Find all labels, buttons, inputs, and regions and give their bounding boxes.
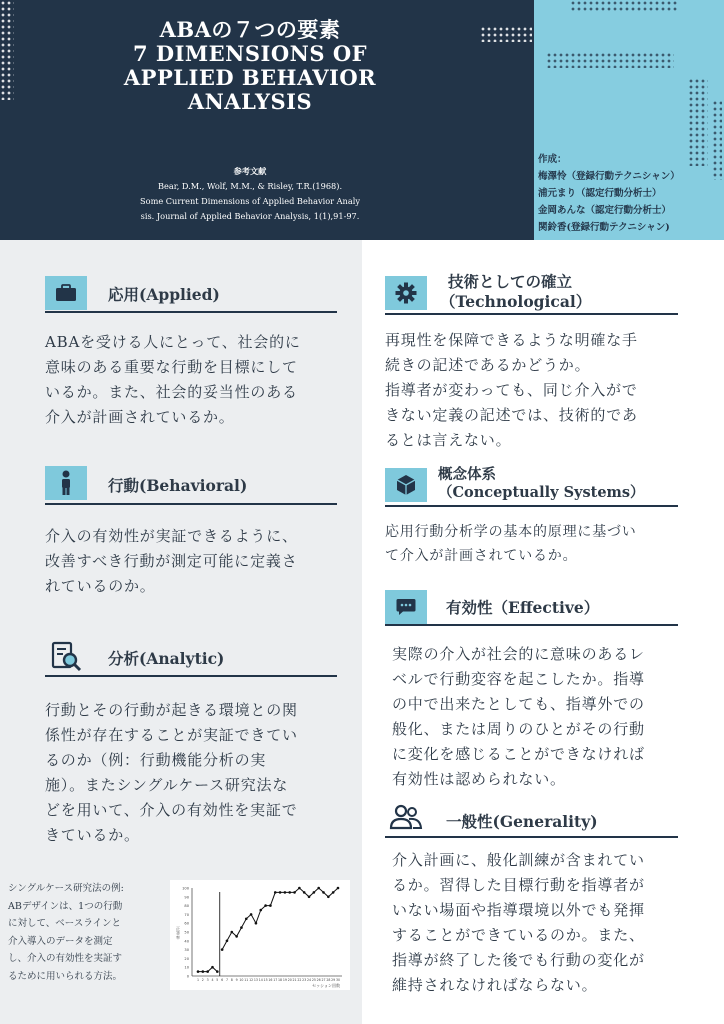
- x-tick-label: 22: [297, 978, 302, 982]
- data-point: [202, 970, 205, 973]
- x-tick-label: 30: [335, 978, 341, 982]
- body-line: どを用いて、介入の有効性を実証で: [45, 801, 298, 819]
- x-tick-label: 10: [239, 978, 244, 982]
- data-point: [293, 891, 296, 894]
- reference-line: sis. Journal of Applied Behavior Analysis, 1(1),91-97.: [140, 211, 360, 221]
- x-tick-label: 11: [244, 978, 249, 982]
- y-tick-label: 90: [184, 895, 189, 900]
- people-icon: [385, 800, 427, 834]
- body-line: 応用行動分析学の基本的原理に基づい: [385, 524, 637, 540]
- body-line: の中で出来たとしても、指導外での: [392, 695, 645, 713]
- body-line: 介入の有効性が実証できるように、: [45, 527, 298, 545]
- y-tick-label: 0: [186, 974, 189, 979]
- author-name: 浦元まり（認定行動分析士）: [538, 188, 662, 199]
- single-case-note: [8, 880, 160, 985]
- data-point: [337, 887, 340, 890]
- section-body-behavioral: [45, 524, 345, 599]
- intervention-series-line: [222, 888, 338, 950]
- body-line: 指導者が変わっても、同じ介入がで: [385, 381, 638, 399]
- section-body-applied: [45, 330, 345, 430]
- body-line: することができているのか。また、: [392, 926, 645, 944]
- body-line: 係性が存在することが実証できてい: [45, 726, 298, 744]
- data-point: [279, 891, 282, 894]
- x-tick-label: 21: [292, 978, 297, 982]
- x-tick-label: 15: [263, 978, 268, 982]
- y-tick-label: 10: [184, 965, 189, 970]
- x-tick-label: 17: [273, 978, 278, 982]
- body-line: きているか。: [45, 826, 140, 844]
- data-point: [269, 904, 272, 907]
- x-tick-label: 13: [253, 978, 258, 982]
- body-line: るか。習得した目標行動を指導者が: [392, 876, 645, 894]
- reference-line: Some Current Dimensions of Applied Behavior Analy: [140, 196, 360, 206]
- body-line: 指導が終了した後でも行動の変化が: [392, 951, 645, 969]
- author-name: 金岡あんな（認定行動分析士）: [538, 205, 672, 216]
- section-title-analytic: 分析(Analytic): [108, 649, 225, 668]
- section-rule: [385, 836, 678, 838]
- x-tick-label: 5: [216, 978, 219, 982]
- data-point: [308, 896, 311, 899]
- dot-pattern: [570, 0, 678, 12]
- title-line: 7 DIMENSIONS OF: [132, 41, 368, 66]
- body-line: きない定義の記述では、技術的であ: [385, 406, 638, 424]
- data-point: [259, 909, 262, 912]
- data-point: [221, 948, 224, 951]
- note-line: シングルケース研究法の例:: [8, 883, 124, 894]
- reference-line: Bear, D.M., Wolf, M.M., & Risley, T.R.(1968).: [157, 181, 343, 191]
- x-tick-label: 19: [282, 978, 287, 982]
- briefcase-icon: [45, 276, 87, 310]
- data-point: [317, 887, 320, 890]
- x-tick-label: 1: [196, 978, 200, 982]
- title-line: ANALYSIS: [187, 89, 313, 114]
- data-point: [197, 970, 200, 973]
- body-line: 改善すべき行動が測定可能に定義さ: [45, 552, 298, 570]
- x-tick-label: 14: [258, 978, 263, 982]
- body-line: いるか。また、社会的妥当性のある: [45, 383, 298, 401]
- section-rule: [385, 624, 678, 626]
- body-line: 介入計画に、般化訓練が含まれてい: [392, 851, 645, 869]
- title-line: 概念体系: [438, 466, 496, 483]
- data-point: [284, 891, 287, 894]
- body-line: て介入が計画されているか。: [385, 548, 578, 564]
- section-title-applied: 応用(Applied): [108, 285, 220, 304]
- data-point: [240, 926, 243, 929]
- section-rule: [45, 503, 337, 505]
- author-name: 関鈴香(登録行動テクニシャン): [538, 222, 670, 233]
- section-title-generality: 一般性(Generality): [446, 812, 598, 831]
- gear-icon: [385, 276, 427, 310]
- x-tick-label: 20: [287, 978, 292, 982]
- y-tick-label: 60: [184, 921, 189, 926]
- body-line: るとは言えない。: [385, 431, 512, 449]
- data-point: [274, 891, 277, 894]
- title-line: （Conceptually Systems）: [438, 484, 645, 501]
- x-tick-label: 16: [268, 978, 273, 982]
- body-line: 意味のある重要な行動を目標にして: [45, 358, 298, 376]
- dot-pattern: [480, 26, 532, 42]
- body-line: 有効性は認められない。: [392, 770, 566, 788]
- data-point: [313, 891, 316, 894]
- y-tick-label: 30: [184, 948, 189, 953]
- x-tick-label: 25: [311, 978, 316, 982]
- poster-title: [60, 18, 440, 114]
- x-tick-label: 8: [230, 978, 233, 982]
- x-tick-label: 2: [201, 978, 204, 982]
- note-line: に対して、ベースラインと: [8, 918, 122, 929]
- section-rule: [45, 311, 337, 313]
- data-point: [226, 940, 229, 943]
- authors-label: 作成：: [538, 154, 567, 165]
- body-line: 再現性を保障できるような明確な手: [385, 331, 638, 349]
- x-tick-label: 27: [321, 978, 326, 982]
- body-line: 実際の介入が社会的に意味のあるレ: [392, 645, 645, 663]
- section-body-analytic: [45, 698, 345, 848]
- data-point: [206, 970, 209, 973]
- body-line: 続きの記述であるかどうか。: [385, 356, 591, 374]
- body-line: ABAを受ける人にとって、社会的に: [45, 333, 301, 351]
- title-line: （Technological）: [440, 292, 592, 311]
- note-line: し、介入の有効性を実証す: [8, 953, 123, 964]
- y-tick-label: 100: [182, 886, 189, 891]
- body-line: ベルで行動変容を起こしたか。指導: [392, 670, 645, 688]
- data-point: [211, 966, 214, 969]
- body-line: 行動とその行動が起きる環境との関: [45, 701, 298, 719]
- x-tick-label: 24: [307, 978, 312, 982]
- y-tick-label: 50: [184, 930, 189, 935]
- section-title-technological: [440, 272, 670, 312]
- x-tick-label: 23: [302, 978, 307, 982]
- body-line: に変化を感じることができなければ: [392, 745, 645, 763]
- data-point: [230, 931, 233, 934]
- body-line: 維持されなければならない。: [392, 976, 598, 994]
- y-tick-label: 20: [184, 956, 189, 961]
- data-point: [216, 970, 219, 973]
- x-tick-label: 28: [326, 978, 331, 982]
- chat-icon: [385, 590, 427, 624]
- data-point: [303, 891, 306, 894]
- x-tick-label: 26: [316, 978, 321, 982]
- x-tick-label: 3: [206, 978, 209, 982]
- ab-design-chart: [170, 880, 350, 990]
- data-point: [250, 913, 253, 916]
- body-line: 介入が計画されているか。: [45, 408, 235, 426]
- x-tick-label: 9: [235, 978, 238, 982]
- body-line: 施）。またシングルケース研究法な: [45, 776, 289, 794]
- section-body-technological: [385, 328, 705, 453]
- body-line: いない場面や指導環境以外でも発揮: [392, 901, 645, 919]
- x-tick-label: 4: [211, 978, 214, 982]
- dot-pattern: [0, 0, 14, 100]
- data-point: [298, 887, 301, 890]
- x-tick-label: 6: [221, 978, 224, 982]
- document-search-icon: [45, 640, 87, 674]
- note-line: ABデザインは、1つの行動: [8, 900, 123, 912]
- data-point: [264, 904, 267, 907]
- body-line: 般化、または周りのひとがその行動: [392, 720, 645, 738]
- title-line: 技術としての確立: [448, 272, 573, 291]
- data-point: [245, 918, 248, 921]
- y-axis-label: 正答率: [176, 926, 180, 940]
- authors-block: [538, 151, 722, 236]
- data-point: [332, 891, 335, 894]
- dot-pattern: [546, 52, 674, 68]
- section-title-effective: 有効性（Effective）: [446, 598, 600, 617]
- title-line: APPLIED BEHAVIOR: [123, 65, 377, 90]
- section-title-behavioral: 行動(Behavioral): [108, 476, 248, 495]
- section-body-generality: [392, 848, 712, 998]
- x-tick-label: 29: [331, 978, 336, 982]
- x-axis-label: セッション回数: [312, 983, 340, 988]
- body-line: れているのか。: [45, 577, 156, 595]
- reference-label: 参考文献: [233, 166, 267, 176]
- chart-canvas: [170, 880, 350, 990]
- author-name: 梅澤怜（登録行動テクニシャン）: [538, 171, 680, 182]
- x-tick-label: 12: [249, 978, 254, 982]
- y-tick-label: 70: [184, 912, 189, 917]
- note-line: 介入導入のデータを測定: [8, 935, 113, 947]
- section-rule: [45, 675, 337, 677]
- x-tick-label: 7: [225, 978, 228, 982]
- data-point: [288, 891, 291, 894]
- section-rule: [385, 505, 678, 507]
- body-line: るのか（例：行動機能分析の実: [45, 751, 267, 769]
- cube-icon: [385, 468, 427, 502]
- person-icon: [45, 466, 87, 500]
- section-title-conceptual: [438, 466, 678, 502]
- x-tick-label: 18: [278, 978, 283, 982]
- y-tick-label: 40: [184, 939, 189, 944]
- title-line: ABAの７つの要素: [159, 17, 341, 42]
- data-point: [235, 935, 238, 938]
- data-point: [322, 891, 325, 894]
- section-rule: [385, 313, 678, 315]
- data-point: [255, 922, 258, 925]
- section-body-conceptual: [385, 520, 705, 568]
- note-line: るために用いられる方法。: [8, 970, 123, 982]
- reference-block: [100, 164, 400, 224]
- y-tick-label: 80: [184, 904, 189, 909]
- data-point: [327, 896, 330, 899]
- section-body-effective: [392, 642, 712, 792]
